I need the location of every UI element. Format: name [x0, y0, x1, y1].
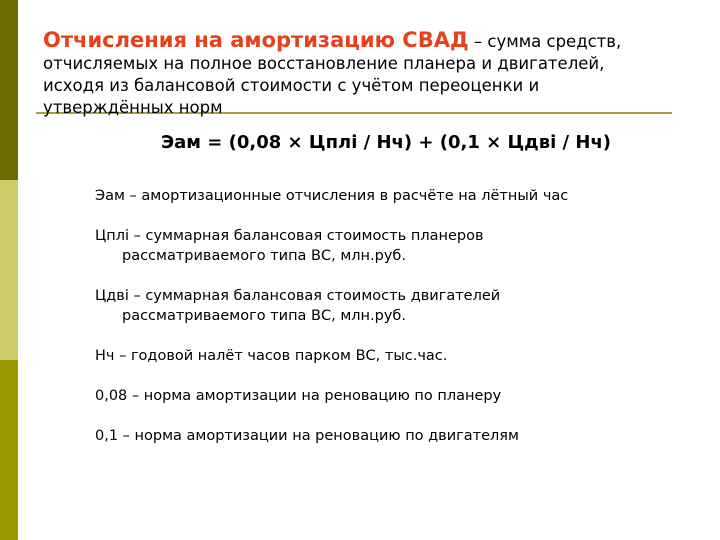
slide-heading: [43, 29, 683, 119]
decor-bar-bottom: [0, 360, 18, 540]
definition-item: [95, 426, 655, 446]
definition-text: Эам – амортизационные отчисления в расчёте на лётный час: [95, 188, 569, 204]
decor-bar-middle: [0, 180, 18, 360]
definition-item: [95, 186, 655, 206]
definition-continuation: рассматриваемого типа ВС, млн.руб.: [122, 248, 406, 264]
definitions-list: [95, 186, 655, 466]
definition-text: 0,08 – норма амортизации на реновацию по планеру: [95, 388, 502, 404]
definition-item: [95, 386, 655, 406]
decor-bar-top: [0, 0, 18, 180]
definition-text: Нч – годовой налёт часов парком ВС, тыс.час.: [95, 348, 448, 364]
heading-rest-1: – сумма средств,: [468, 32, 622, 51]
definition-continuation: рассматриваемого типа ВС, млн.руб.: [122, 308, 406, 324]
definition-item: [95, 286, 655, 326]
definition-text: Цплі – суммарная балансовая стоимость планеров: [95, 228, 484, 244]
heading-rest-3: исходя из балансовой стоимости с учётом переоценки и: [43, 76, 540, 95]
definition-text: 0,1 – норма амортизации на реновацию по двигателям: [95, 428, 519, 444]
heading-rest-4: утверждённых норм: [43, 98, 223, 117]
heading-accent: Отчисления на амортизацию СВАД: [43, 28, 469, 52]
definition-item: [95, 226, 655, 266]
definition-text: Цдві – суммарная балансовая стоимость двигателей: [95, 288, 501, 304]
heading-rest-2: отчисляемых на полное восстановление планера и двигателей,: [43, 54, 605, 73]
definition-item: [95, 346, 655, 366]
amortization-formula: Эам = (0,08 × Цплі / Нч) + (0,1 × Цдві / Нч): [160, 132, 612, 153]
